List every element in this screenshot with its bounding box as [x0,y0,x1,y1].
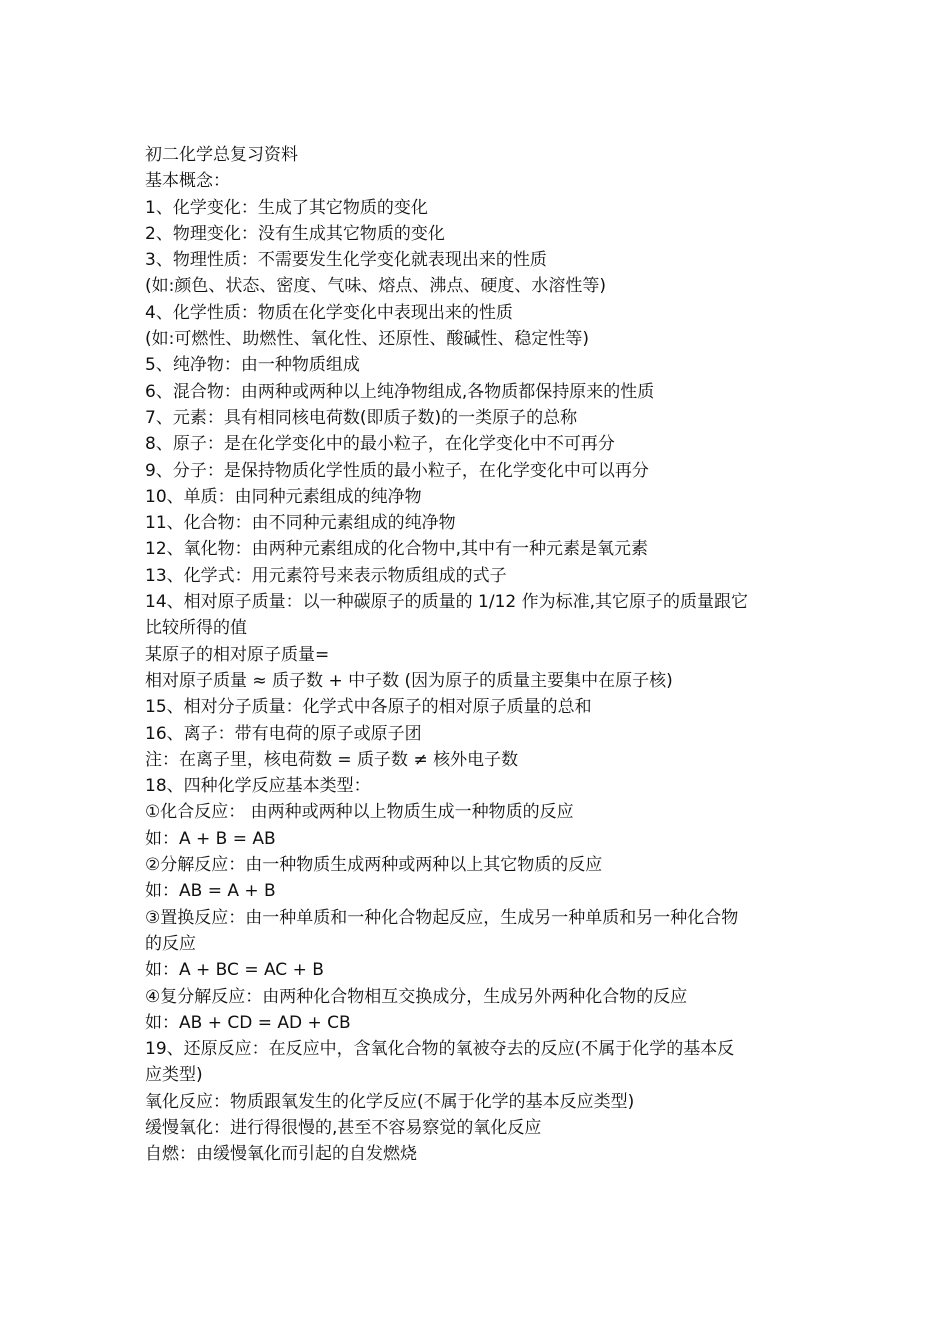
text-line: 14、相对原子质量：以一种碳原子的质量的 1/12 作为标准,其它原子的质量跟它 [145,592,749,613]
text-line: 18、四种化学反应基本类型： [145,776,371,797]
text-line: 11、化合物：由不同种元素组成的纯净物 [145,513,456,534]
text-line: 6、混合物：由两种或两种以上纯净物组成,各物质都保持原来的性质 [145,381,655,402]
document-title: 初二化学总复习资料 [145,145,298,165]
text-line: ③置换反应：由一种单质和一种化合物起反应，生成另一种单质和另一种化合物 [145,907,739,928]
text-line: ④复分解反应：由两种化合物相互交换成分，生成另外两种化合物的反应 [145,986,688,1007]
text-line: 12、氧化物：由两种元素组成的化合物中,其中有一种元素是氧元素 [145,539,649,560]
text-line: 相对原子质量 ≈ 质子数 + 中子数 (因为原子的质量主要集中在原子核) [145,670,673,691]
text-line: ②分解反应：由一种物质生成两种或两种以上其它物质的反应 [145,855,603,876]
text-line: (如:颜色、状态、密度、气味、熔点、沸点、硬度、水溶性等) [145,276,606,297]
text-line: 如：A + B = AB [145,828,276,849]
text-line: 3、物理性质：不需要发生化学变化就表现出来的性质 [145,250,547,271]
text-line: 10、单质：由同种元素组成的纯净物 [145,486,422,507]
text-line: 如：AB + CD = AD + CB [145,1012,351,1033]
section-heading: 基本概念： [145,171,230,192]
text-line: 2、物理变化：没有生成其它物质的变化 [145,223,445,244]
text-line: 的反应 [145,933,196,954]
text-line: 16、离子：带有电荷的原子或原子团 [145,723,422,744]
text-line: 自燃：由缓慢氧化而引起的自发燃烧 [145,1144,417,1165]
text-line: 19、还原反应：在反应中，含氧化合物的氧被夺去的反应(不属于化学的基本反 [145,1039,735,1060]
text-line: 7、元素：具有相同核电荷数(即质子数)的一类原子的总称 [145,407,578,428]
document-page [145,142,825,1168]
text-line: 应类型) [145,1065,203,1086]
text-line: 13、化学式：用元素符号来表示物质组成的式子 [145,565,507,586]
text-line: 某原子的相对原子质量= [145,644,330,665]
text-line: 如：A + BC = AC + B [145,960,324,981]
text-line: 注：在离子里，核电荷数 = 质子数 ≠ 核外电子数 [145,749,519,770]
text-line: 9、分子：是保持物质化学性质的最小粒子，在化学变化中可以再分 [145,460,649,481]
text-line: 8、原子：是在化学变化中的最小粒子，在化学变化中不可再分 [145,434,615,455]
text-line: (如:可燃性、助燃性、氧化性、还原性、酸碱性、稳定性等) [145,329,589,350]
text-line: 1、化学变化：生成了其它物质的变化 [145,197,428,218]
text-line: 如：AB = A + B [145,881,276,902]
text-line: 15、相对分子质量：化学式中各原子的相对原子质量的总和 [145,697,592,718]
text-line: 缓慢氧化：进行得很慢的,甚至不容易察觉的氧化反应 [145,1117,542,1138]
text-line: 氧化反应：物质跟氧发生的化学反应(不属于化学的基本反应类型) [145,1091,635,1112]
text-line: 比较所得的值 [145,618,247,639]
text-line: 4、化学性质：物质在化学变化中表现出来的性质 [145,302,513,323]
text-line: ①化合反应： 由两种或两种以上物质生成一种物质的反应 [145,802,574,823]
text-line: 5、纯净物：由一种物质组成 [145,355,360,376]
